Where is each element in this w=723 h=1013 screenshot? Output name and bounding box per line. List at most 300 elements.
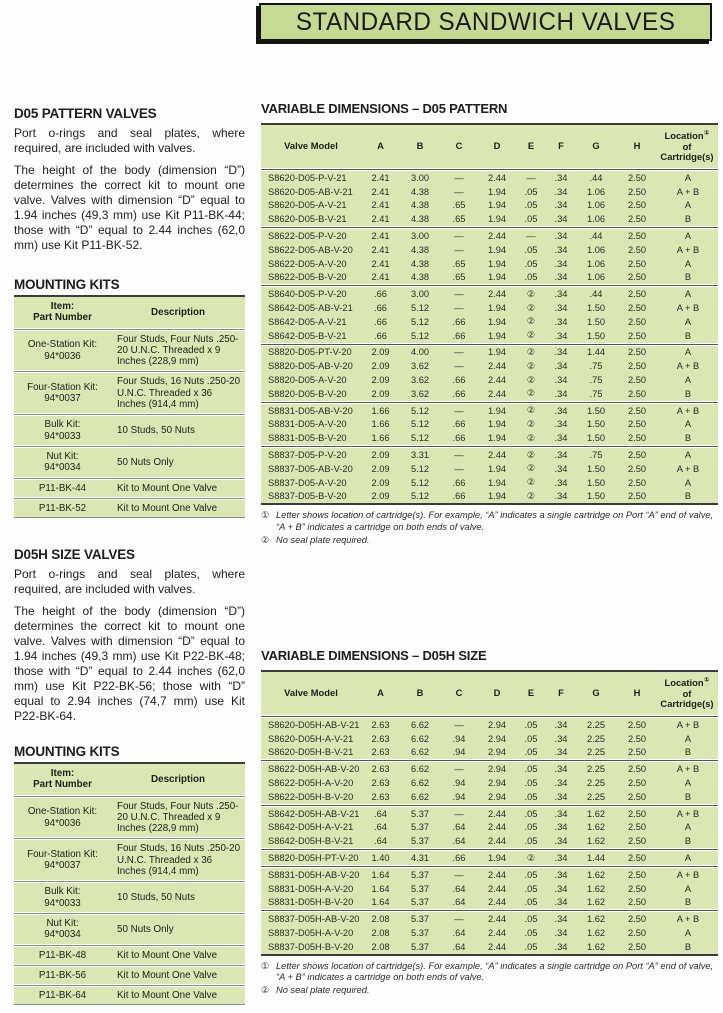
valve-model-cell: S8831-D05H-AB-V-20 [268, 869, 360, 880]
dim-cell: 2.50 [627, 869, 647, 880]
footnote-marker: ① [261, 510, 270, 521]
dim-cell: 2.44 [487, 914, 507, 925]
column-header-b: B [416, 139, 424, 151]
item-cell [14, 448, 111, 477]
location-cell: B [684, 747, 692, 758]
dim-cell: 4.00 [410, 347, 430, 358]
dim-cell: 1.44 [586, 347, 606, 358]
dim-cell: 4.38 [410, 258, 430, 269]
dim-cell: 2.41 [371, 186, 390, 197]
item-line: 94*0036 [44, 350, 81, 362]
valve-model-cell: S8642-D05H-B-V-21 [268, 836, 354, 847]
item-cell [14, 336, 111, 365]
dim-cell: 1.94 [487, 244, 507, 255]
location-cell: A [684, 883, 692, 894]
item-line: One-Station Kit: [27, 806, 98, 818]
dim-cell: 1.94 [487, 347, 507, 358]
column-header-e: E [527, 139, 535, 151]
location-cell: A [684, 347, 692, 358]
valve-model-cell: S8837-D05H-A-V-20 [268, 928, 354, 939]
dim-cell: 5.12 [410, 433, 430, 444]
table-row [14, 840, 245, 880]
table-row [14, 883, 245, 912]
location-cell: B [684, 491, 692, 502]
location-cell: A + B [676, 869, 700, 880]
mounting-kits-table-1 [14, 295, 245, 518]
dim-cell: — [454, 405, 464, 416]
dim-cell: 2.50 [627, 719, 647, 730]
footnotes-d05h [261, 961, 718, 997]
column-header-a: A [377, 139, 384, 151]
dim-cell: .94 [452, 733, 466, 744]
dim-cell: .66 [374, 316, 387, 327]
dim-cell: .34 [554, 491, 568, 502]
dim-cell: 2.94 [487, 733, 507, 744]
dim-cell: 1.50 [586, 330, 606, 341]
table-row [261, 243, 718, 257]
table-row [261, 746, 718, 760]
dim-cell: 2.63 [371, 778, 390, 789]
dim-cell: 2.25 [586, 733, 606, 744]
dim-cell: ② [526, 374, 536, 385]
dim-cell: 1.94 [487, 405, 507, 416]
location-cell: B [684, 388, 692, 399]
valve-model-cell: S8837-D05-AB-V-20 [268, 463, 353, 474]
dim-cell: .66 [452, 491, 466, 502]
dim-cell: 2.09 [371, 450, 390, 461]
item-line: Four-Station Kit: [27, 849, 98, 861]
dim-cell: — [454, 289, 464, 300]
dim-cell: 4.31 [410, 853, 430, 864]
description-cell: Four Studs, Four Nuts .250-20 U.N.C. Threaded x 9 Inches (228,9 mm) [117, 800, 239, 835]
valve-model-cell: S8620-D05H-B-V-21 [268, 747, 354, 758]
dim-cell: .34 [554, 853, 568, 864]
dim-cell: 2.08 [371, 928, 390, 939]
table-row [261, 476, 718, 490]
description-cell: Four Studs, Four Nuts .250-20 U.N.C. Threaded x 9 Inches (228,9 mm) [117, 333, 239, 368]
item-line: P11-BK-52 [38, 502, 87, 514]
dim-cell: 4.38 [410, 200, 430, 211]
dim-cell: .75 [589, 388, 603, 399]
dim-cell: .34 [554, 244, 568, 255]
location-cell: A + B [676, 914, 700, 925]
dim-cell: .34 [554, 347, 568, 358]
item-part-number-header [14, 297, 111, 328]
dim-cell: — [454, 463, 464, 474]
dim-cell: ② [526, 388, 536, 399]
dim-cell: 2.09 [371, 361, 390, 372]
table-row [261, 790, 718, 804]
page-title: STANDARD SANDWICH VALVES [295, 7, 676, 36]
dim-cell: 5.12 [410, 419, 430, 430]
dim-cell: 1.94 [487, 853, 507, 864]
item-line: Four-Station Kit: [27, 382, 98, 394]
dim-cell: 1.62 [586, 897, 606, 908]
dim-cell: 2.50 [627, 733, 647, 744]
footnote-text: Letter shows location of cartridge(s). For example, “A” indicates a single cartridge on Port “A” end of valve, “A + B” indicates a cartridge on both ends of valve. [276, 510, 714, 532]
dim-cell: .34 [554, 231, 568, 242]
valve-model-cell: S8831-D05H-B-V-20 [268, 897, 354, 908]
dim-cell: — [454, 450, 464, 461]
dim-cell: ② [526, 316, 536, 327]
table-row [261, 490, 718, 504]
item-cell [14, 987, 111, 1004]
table-row [261, 926, 718, 940]
dim-cell: .34 [554, 388, 568, 399]
table-row [261, 404, 718, 418]
table-row [261, 868, 718, 882]
column-header-location [658, 676, 718, 710]
dim-cell: 3.00 [410, 172, 430, 183]
dim-cell: 3.62 [410, 388, 430, 399]
location-header-line: Location① [664, 130, 710, 142]
dim-cell: .34 [554, 463, 568, 474]
table-row [261, 834, 718, 848]
dim-cell: 1.06 [586, 200, 606, 211]
location-cell: A [684, 231, 692, 242]
item-part-number-header [14, 764, 111, 795]
dim-cell: .34 [554, 419, 568, 430]
valve-model-cell: S8622-D05-A-V-20 [268, 258, 347, 269]
table-row [261, 912, 718, 926]
dim-cell: 2.25 [586, 778, 606, 789]
dim-cell: 2.94 [487, 778, 507, 789]
location-cell: B [684, 836, 692, 847]
dim-cell: 2.63 [371, 733, 390, 744]
item-cell [14, 883, 111, 912]
dim-cell: — [454, 764, 464, 775]
dim-cell: 1.06 [586, 244, 606, 255]
dim-cell: 2.25 [586, 747, 606, 758]
dim-cell: 2.44 [487, 231, 507, 242]
dim-cell: 1.94 [487, 330, 507, 341]
dim-cell: 3.62 [410, 375, 430, 386]
description-header: Description [151, 306, 205, 318]
dim-cell: .44 [589, 231, 603, 242]
dim-cell: 2.44 [487, 808, 507, 819]
dim-cell: 2.25 [586, 764, 606, 775]
dim-cell: 6.62 [410, 778, 430, 789]
dim-cell: 2.08 [371, 941, 390, 952]
location-header-line: Location① [664, 677, 710, 689]
dim-cell: — [454, 231, 464, 242]
item-line: Bulk Kit: [44, 886, 81, 898]
d05-pattern-section [14, 106, 245, 260]
table-row [14, 448, 245, 477]
dim-cell: 2.09 [371, 375, 390, 386]
dim-cell: 1.50 [586, 419, 606, 430]
dim-cell: 5.37 [410, 941, 430, 952]
valve-model-cell: S8837-D05H-AB-V-20 [268, 914, 360, 925]
dim-cell: .64 [452, 941, 466, 952]
dim-cell: 4.38 [410, 214, 430, 225]
item-cell [14, 915, 111, 944]
dim-cell: 2.50 [627, 419, 647, 430]
dims-table-d05 [261, 123, 718, 505]
dim-cell: .05 [524, 764, 538, 775]
dim-cell: .66 [452, 853, 466, 864]
valve-model-cell: S8622-D05-B-V-20 [268, 272, 347, 283]
dim-cell: 2.50 [627, 330, 647, 341]
dim-cell: .34 [554, 258, 568, 269]
item-cell [14, 480, 111, 497]
description-cell: Four Studs, 16 Nuts .250-20 U.N.C. Threaded x 36 Inches (914,4 mm) [117, 376, 241, 411]
footnote-text: Letter shows location of cartridge(s). For example, “A” indicates a single cartridge on Port “A” end of valve, “A + B” indicates a cartridge on both ends of valve. [276, 960, 714, 983]
valve-model-cell: S8642-D05H-AB-V-21 [268, 808, 360, 819]
location-cell: B [684, 330, 692, 341]
dim-cell: .66 [452, 330, 466, 341]
dim-cell: 1.94 [487, 200, 507, 211]
dim-cell: 2.25 [586, 719, 606, 730]
dim-cell: — [526, 172, 536, 183]
dim-cell: 2.50 [627, 375, 647, 386]
location-cell: A + B [676, 764, 700, 775]
dim-cell: 6.62 [410, 719, 430, 730]
dim-cell: .66 [452, 375, 466, 386]
valve-model-cell: S8831-D05-AB-V-20 [268, 405, 353, 416]
description-cell: Kit to Mount One Valve [117, 482, 218, 494]
dim-cell: 5.12 [410, 477, 430, 488]
dim-cell: 2.50 [627, 883, 647, 894]
dim-cell: 1.62 [586, 836, 606, 847]
table-row [261, 882, 718, 896]
dim-cell: ② [526, 449, 536, 460]
dim-cell: 1.62 [586, 914, 606, 925]
valve-model-cell: S8831-D05H-A-V-20 [268, 883, 354, 894]
column-header-d: D [493, 139, 501, 151]
valve-model-cell: S8837-D05-P-V-20 [268, 450, 347, 461]
dim-cell: 1.66 [371, 405, 390, 416]
location-cell: A [684, 778, 692, 789]
item-line: 94*0034 [44, 462, 81, 474]
dim-cell: .05 [524, 258, 538, 269]
dim-cell: 6.62 [410, 733, 430, 744]
item-cell [14, 379, 111, 408]
description-header: Description [151, 773, 205, 785]
dim-cell: 4.38 [410, 186, 430, 197]
dim-cell: .05 [524, 928, 538, 939]
dim-cell: 2.50 [627, 941, 647, 952]
dim-cell: 1.06 [586, 186, 606, 197]
dim-cell: 2.44 [487, 836, 507, 847]
dim-cell: .94 [452, 791, 466, 802]
dim-cell: 2.50 [627, 928, 647, 939]
location-cell: A [684, 450, 692, 461]
location-cell: A + B [676, 361, 700, 372]
valve-model-cell: S8620-D05H-A-V-21 [268, 733, 354, 744]
column-header-h: H [633, 686, 641, 698]
location-cell: A [684, 733, 692, 744]
dim-cell: 3.31 [410, 450, 430, 461]
column-header-f: F [558, 139, 564, 151]
dim-cell: .34 [554, 928, 568, 939]
dim-cell: 1.50 [586, 316, 606, 327]
location-cell: A + B [676, 244, 700, 255]
dim-cell: 2.50 [627, 491, 647, 502]
dim-cell: .05 [524, 214, 538, 225]
location-cell: B [684, 272, 692, 283]
location-cell: A [684, 375, 692, 386]
description-cell: 50 Nuts Only [117, 923, 174, 935]
location-cell: B [684, 897, 692, 908]
dim-cell: ② [526, 302, 536, 313]
location-header-line: of [682, 140, 692, 152]
dim-cell: 1.50 [586, 303, 606, 314]
dim-cell: 2.50 [627, 463, 647, 474]
dim-cell: .64 [374, 808, 387, 819]
dim-cell: .65 [452, 214, 466, 225]
dim-cell: — [454, 303, 464, 314]
valve-model-cell: S8620-D05-B-V-21 [268, 214, 347, 225]
dim-cell: 1.62 [586, 883, 606, 894]
dim-cell: 1.94 [487, 303, 507, 314]
dim-cell: 5.37 [410, 869, 430, 880]
footnote-ref-1: ① [703, 677, 710, 685]
table-row [261, 462, 718, 476]
location-cell: A [684, 477, 692, 488]
item-line: Nut Kit: [46, 450, 79, 462]
dim-cell: 2.44 [487, 941, 507, 952]
dim-cell: 5.37 [410, 928, 430, 939]
dim-cell: .34 [554, 914, 568, 925]
mounting-kits-table-2 [14, 762, 245, 1005]
item-cell [14, 846, 111, 875]
dim-cell: .64 [374, 836, 387, 847]
dim-cell: 2.41 [371, 231, 390, 242]
item-line: One-Station Kit: [27, 339, 98, 351]
dim-cell: 2.50 [627, 244, 647, 255]
dim-cell: 2.44 [487, 289, 507, 300]
table-row [261, 821, 718, 835]
dim-cell: 6.62 [410, 747, 430, 758]
item-cell [14, 967, 111, 984]
description-cell: Kit to Mount One Valve [117, 990, 218, 1002]
dim-cell: .34 [554, 822, 568, 833]
dims-heading-d05h: VARIABLE DIMENSIONS – D05H SIZE [261, 648, 487, 663]
dim-cell: 2.63 [371, 719, 390, 730]
dim-cell: .34 [554, 214, 568, 225]
item-line: P11-BK-48 [38, 949, 87, 961]
dim-cell: 2.41 [371, 200, 390, 211]
item-line: P11-BK-56 [38, 969, 87, 981]
column-header-c: C [455, 686, 463, 698]
table-row [261, 359, 718, 373]
dim-cell: 1.06 [586, 214, 606, 225]
mounting-kits-section-1 [14, 277, 245, 518]
dim-cell: 1.50 [586, 477, 606, 488]
dim-cell: .34 [554, 836, 568, 847]
footnote [261, 961, 718, 984]
dim-cell: 2.44 [487, 822, 507, 833]
table-row [14, 798, 245, 838]
dim-cell: 2.09 [371, 347, 390, 358]
table-header-row [261, 672, 718, 714]
valve-model-cell: S8642-D05-AB-V-21 [268, 303, 353, 314]
location-cell: A + B [676, 405, 700, 416]
dim-cell: 1.94 [487, 316, 507, 327]
page-title-banner [259, 3, 712, 41]
dim-cell: 2.50 [627, 172, 647, 183]
dim-cell: — [454, 914, 464, 925]
dim-cell: 4.38 [410, 244, 430, 255]
dim-cell: .64 [452, 928, 466, 939]
dim-cell: 5.12 [410, 405, 430, 416]
column-header-location [658, 129, 718, 163]
dim-cell: 2.50 [627, 747, 647, 758]
header-line: Part Number [33, 312, 92, 324]
dim-cell: .05 [524, 836, 538, 847]
valve-model-cell: S8620-D05-AB-V-21 [268, 186, 353, 197]
dim-cell: .34 [554, 808, 568, 819]
dim-cell: 2.50 [627, 822, 647, 833]
location-cell: B [684, 433, 692, 444]
dim-cell: 2.63 [371, 747, 390, 758]
table-row [261, 732, 718, 746]
table-row [261, 431, 718, 445]
dim-cell: .44 [589, 172, 603, 183]
dim-cell: .05 [524, 200, 538, 211]
d05h-paragraph-1: Port o-rings and seal plates, where required, are included with valves. [14, 567, 245, 596]
item-line: P11-BK-44 [38, 482, 87, 494]
dim-cell: 2.44 [487, 869, 507, 880]
dim-cell: 2.50 [627, 808, 647, 819]
dim-cell: 1.62 [586, 808, 606, 819]
dim-cell: 5.37 [410, 897, 430, 908]
footnote [261, 985, 718, 997]
variable-dimensions-d05h-section [261, 648, 718, 998]
valve-model-cell: S8820-D05-AB-V-20 [268, 361, 353, 372]
dim-cell: ② [526, 463, 536, 474]
table-row [14, 331, 245, 371]
dim-cell: 1.66 [371, 433, 390, 444]
dim-cell: .34 [554, 747, 568, 758]
dim-cell: — [454, 172, 464, 183]
dim-cell: .64 [452, 897, 466, 908]
dim-cell: ② [526, 477, 536, 488]
dim-cell: 2.50 [627, 231, 647, 242]
table-row [261, 387, 718, 401]
dim-cell: 2.41 [371, 214, 390, 225]
item-line: 94*0037 [44, 393, 81, 405]
d05-paragraph-2: The height of the body (dimension “D”) determines the correct kit to mount one valve. Valves with dimension “D” equal to 1.94 inches (49,3 mm) use Kit P11-BK-44; those with “D” equal to 2.44 inches (62,0 mm) use Kit P11-BK-52. [14, 163, 245, 252]
item-line: 94*0036 [44, 817, 81, 829]
dim-cell: 2.50 [627, 836, 647, 847]
dim-cell: .34 [554, 778, 568, 789]
valve-model-cell: S8820-D05-PT-V-20 [268, 347, 352, 358]
dims-heading-d05: VARIABLE DIMENSIONS – D05 PATTERN [261, 101, 508, 116]
footnote [261, 535, 718, 547]
description-cell: Kit to Mount One Valve [117, 502, 218, 514]
dim-cell: 1.50 [586, 405, 606, 416]
dim-cell: .05 [524, 272, 538, 283]
location-cell: A [684, 419, 692, 430]
description-cell: 10 Studs, 50 Nuts [117, 892, 195, 904]
dim-cell: 2.50 [627, 186, 647, 197]
dim-cell: — [454, 808, 464, 819]
dim-cell: .05 [524, 244, 538, 255]
dim-cell: .75 [589, 375, 603, 386]
dim-cell: 5.37 [410, 822, 430, 833]
table-row [261, 185, 718, 199]
mounting-kits-heading-1: MOUNTING KITS [14, 277, 120, 292]
footnote-text: No seal plate required. [276, 984, 370, 995]
item-cell [14, 947, 111, 964]
valve-model-cell: S8622-D05-AB-V-20 [268, 244, 353, 255]
dim-cell: .34 [554, 200, 568, 211]
location-cell: A + B [676, 719, 700, 730]
table-row [261, 257, 718, 271]
dim-cell: .34 [554, 172, 568, 183]
